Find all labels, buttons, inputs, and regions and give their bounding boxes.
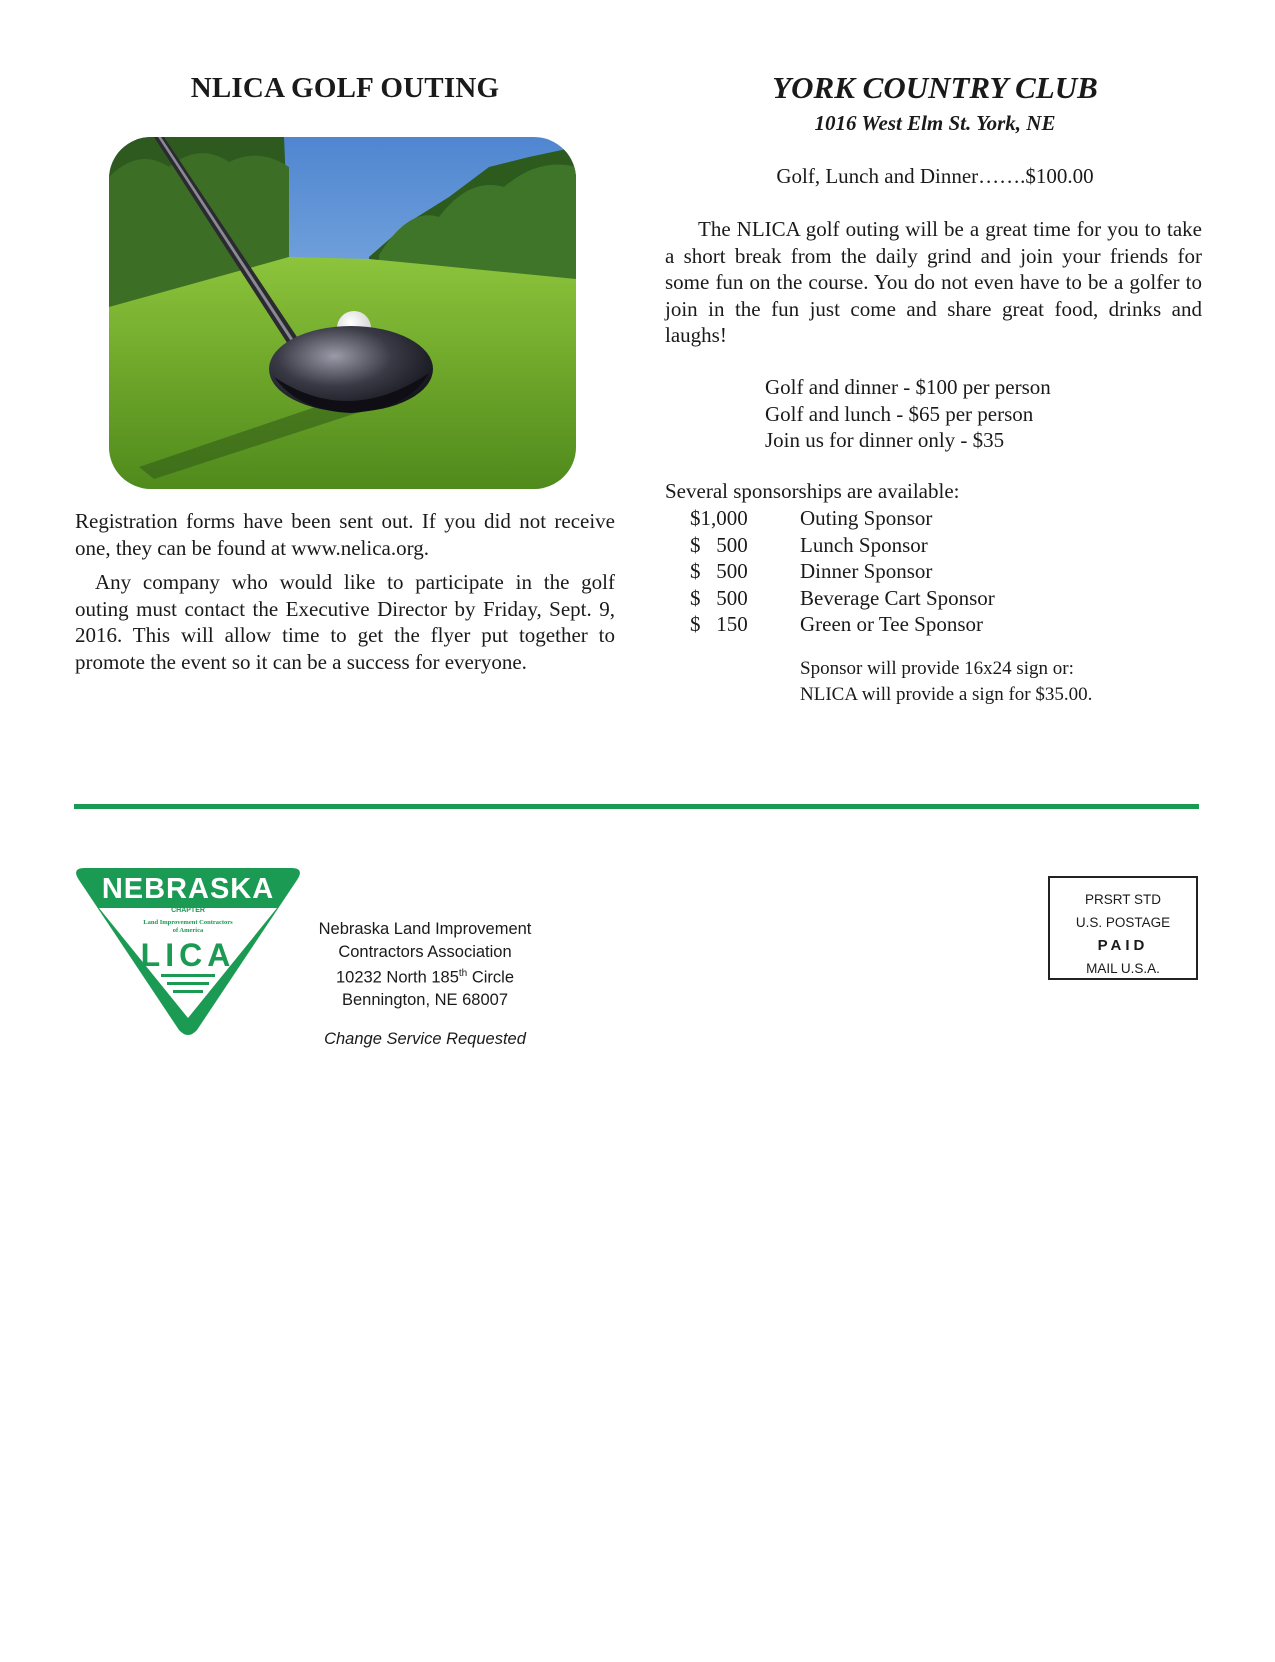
logo-sub-text-1: Land Improvement Contractors xyxy=(143,919,233,926)
sponsorship-list xyxy=(690,505,995,638)
postage-indicia xyxy=(1048,876,1198,980)
participation-paragraph: Any company who would like to participate in the golf outing must contact the Executive Director by Friday, Sept. 9, 2016. This will allow time to get the flyer put together to promote the event so it can be a success for everyone. xyxy=(75,570,615,674)
left-title: NLICA GOLF OUTING xyxy=(190,72,500,104)
postage-paid: PAID xyxy=(1097,937,1149,954)
section-divider xyxy=(74,804,1199,809)
sponsorship-amount: $ 500 xyxy=(690,559,748,583)
sponsorship-row xyxy=(690,505,995,532)
return-address xyxy=(290,918,560,1012)
street-ordinal: th xyxy=(458,968,468,979)
logo-lica-text: LICA xyxy=(140,937,236,973)
price-line: Golf, Lunch and Dinner…….$100.00 xyxy=(776,164,1094,188)
sponsorship-row xyxy=(690,585,995,612)
org-name-line-2: Contractors Association xyxy=(338,942,512,961)
city-state-zip: Bennington, NE 68007 xyxy=(341,991,509,1009)
option-item: Golf and dinner - $100 per person xyxy=(765,375,1051,399)
sign-note xyxy=(800,656,1092,708)
sponsorship-name: Dinner Sponsor xyxy=(800,559,933,583)
lica-logo xyxy=(73,868,303,1041)
event-description xyxy=(665,216,1202,349)
sponsorship-name: Outing Sponsor xyxy=(800,506,933,530)
venue-title: YORK COUNTRY CLUB xyxy=(772,70,1098,105)
pricing-options xyxy=(765,374,1051,454)
street-address xyxy=(290,963,560,989)
sponsorship-name: Green or Tee Sponsor xyxy=(800,612,984,636)
sponsorship-amount: $1,000 xyxy=(690,506,748,530)
sponsorship-row xyxy=(690,532,995,559)
street-end: Circle xyxy=(467,968,515,987)
option-item: Join us for dinner only - $35 xyxy=(765,428,1005,452)
sponsorship-name: Beverage Cart Sponsor xyxy=(800,585,995,610)
description-text: The NLICA golf outing will be a great time for you to take a short break from the daily grind and join your friends for some fun on the course. You do not even have to be a golfer to join in the fun just come and share great food, drinks and laughs! xyxy=(665,217,1202,347)
logo-sub-text-2: of America xyxy=(172,927,204,934)
registration-paragraph: Registration forms have been sent out. If you did not receive one, they can be found at www.nelica.org. xyxy=(75,509,615,560)
org-name-line-1: Nebraska Land Improvement xyxy=(318,920,532,938)
postage-line: PRSRT STD xyxy=(1084,892,1162,907)
street-prefix: 10232 North 185 xyxy=(335,968,459,987)
sponsorship-amount: $ 500 xyxy=(690,585,748,610)
logo-nebraska-text: NEBRASKA xyxy=(101,873,275,905)
option-item: Golf and lunch - $65 per person xyxy=(765,401,1034,426)
sign-note-line: Sponsor will provide 16x24 sign or: xyxy=(800,658,1074,679)
sponsorships-intro: Several sponsorships are available: xyxy=(665,479,960,503)
golf-photo xyxy=(109,137,576,489)
sponsorship-row xyxy=(690,558,995,585)
sponsorship-amount: $ 500 xyxy=(690,532,748,557)
sponsorship-name: Lunch Sponsor xyxy=(800,532,928,557)
postage-line: MAIL U.S.A. xyxy=(1086,961,1160,976)
change-service-requested: Change Service Requested xyxy=(324,1030,526,1048)
left-body xyxy=(75,508,615,683)
postage-line: U.S. POSTAGE xyxy=(1075,915,1171,930)
sponsorship-row xyxy=(690,611,995,638)
logo-chapter-text: CHAPTER xyxy=(171,907,205,914)
venue-address: 1016 West Elm St. York, NE xyxy=(814,111,1056,135)
sponsorship-amount: $ 150 xyxy=(690,612,748,636)
sign-note-line: NLICA will provide a sign for $35.00. xyxy=(800,684,1093,705)
